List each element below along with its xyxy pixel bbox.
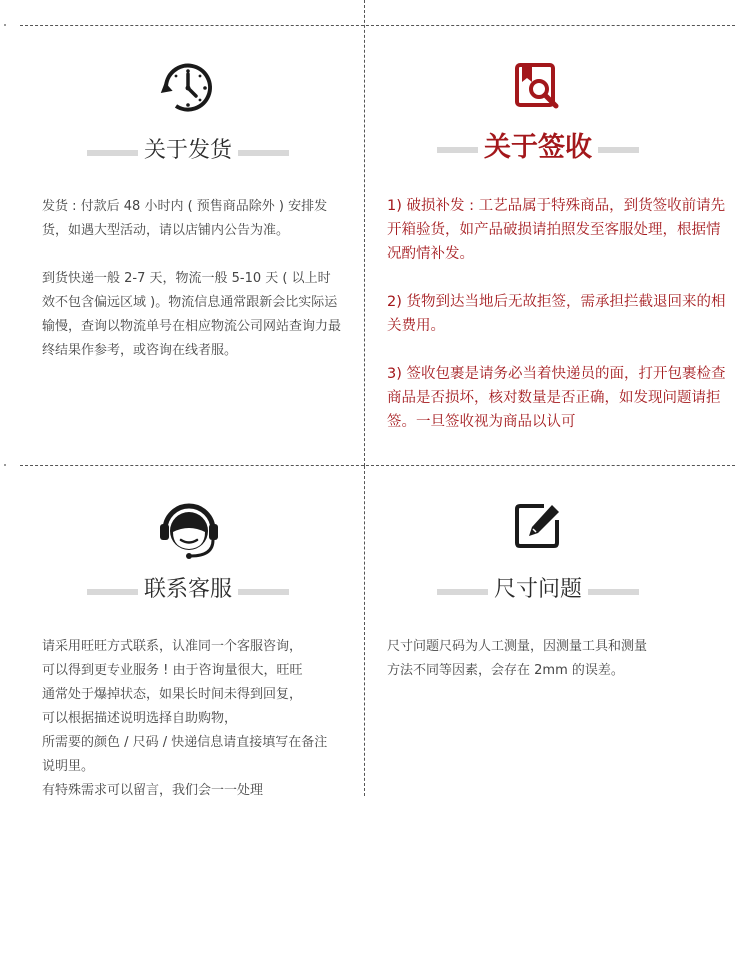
service-line: 可以根据描述说明选择自助购物，: [42, 711, 238, 726]
service-line: 所需要的颜色 / 尺码 / 快递信息请直接填写在备注说明里。: [42, 735, 328, 774]
service-text: [42, 635, 340, 803]
signing-item: 2) 货物到达当地后无故拒签，需承担拦截退回来的相关费用。: [387, 294, 726, 334]
top-divider: [20, 25, 735, 26]
center-divider-bottom: [364, 466, 365, 796]
headset-support-icon: [157, 500, 221, 562]
service-line: 请采用旺旺方式联系，认准同一个客服咨询，: [42, 639, 303, 654]
shipping-paragraph: 到货快递一般 2-7 天，物流一般 5-10 天 ( 以上时效不包含偏远区域 )。物流信息通常跟新会比实际运输慢，查询以物流单号在相应物流公司网站查询力最终结果作参考，或咨询在线者服。: [42, 271, 342, 358]
size-line: 尺寸问题尺码为人工测量，因测量工具和测量: [387, 639, 648, 654]
service-line: 有特殊需求可以留言，我们会一一处理: [42, 783, 264, 798]
shipping-text: [42, 195, 342, 363]
corner-dot: [4, 464, 6, 466]
size-line: 方法不同等因素，会存在 2mm 的误差。: [387, 663, 624, 678]
service-line: 可以得到更专业服务 ! 由于咨询量很大，旺旺: [42, 663, 303, 678]
signing-title: 关于签收: [478, 132, 598, 164]
middle-divider: [20, 465, 735, 466]
service-heading: [87, 575, 289, 609]
signing-item: 3) 签收包裹是请务必当着快递员的面，打开包裹检查商品是否损坏，核对数量是否正确，如发现问题请拒签。一旦签收视为商品以认可: [387, 366, 726, 430]
signing-heading: [437, 132, 639, 166]
clock-icon: [158, 58, 218, 118]
shipping-paragraph: 发货 : 付款后 48 小时内 ( 预售商品除外 ) 安排发货，如遇大型活动，请以店铺内公告为准。: [42, 199, 328, 238]
inspect-document-icon: [514, 62, 562, 110]
paragraph-gap: [42, 243, 342, 267]
center-divider-top: [364, 0, 365, 466]
size-title: 尺寸问题: [488, 575, 588, 605]
corner-dot: [4, 24, 6, 26]
signing-text: [387, 194, 732, 434]
paragraph-gap: [387, 338, 732, 362]
service-line: 通常处于爆掉状态，如果长时间未得到回复，: [42, 687, 303, 702]
shipping-heading: [87, 136, 289, 170]
size-heading: [437, 575, 639, 609]
size-text: [387, 635, 727, 683]
signing-item: 1) 破损补发 : 工艺品属于特殊商品，到货签收前请先开箱验货，如产品破损请拍照发至客服处理，根据情况酌情补发。: [387, 198, 726, 262]
paragraph-gap: [387, 266, 732, 290]
shipping-title: 关于发货: [138, 136, 238, 166]
edit-icon: [514, 502, 562, 550]
service-title: 联系客服: [138, 575, 238, 605]
